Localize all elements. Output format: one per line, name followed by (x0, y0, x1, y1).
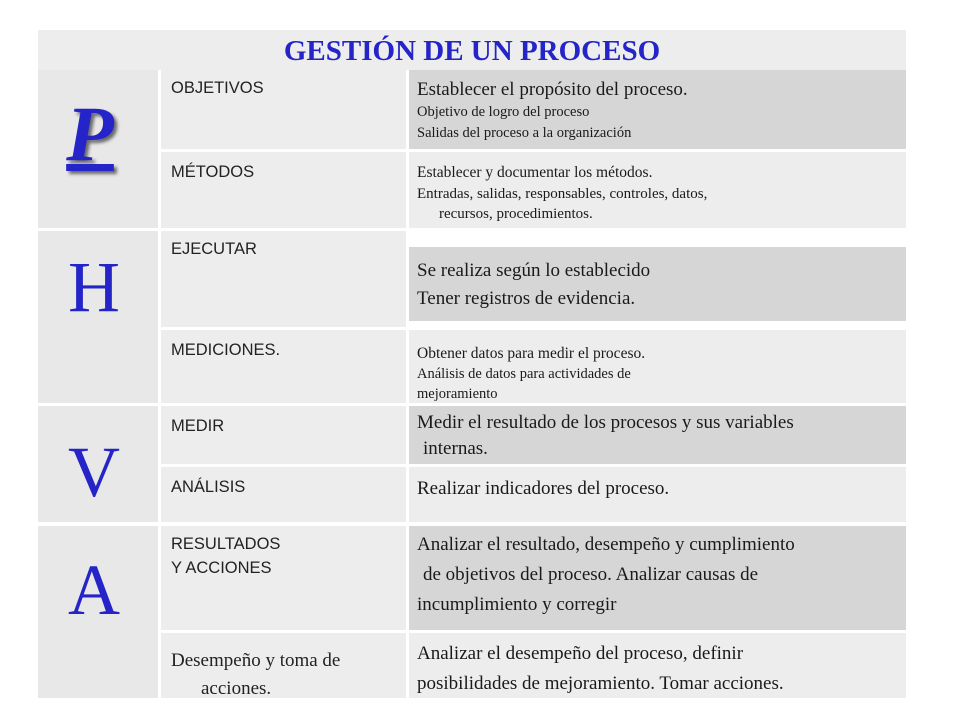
page-title: GESTIÓN DE UN PROCESO (283, 35, 661, 67)
label-mediciones-cell (161, 330, 406, 403)
label-resultados-line-1: RESULTADOS (171, 535, 281, 553)
desc-mediciones-cell (409, 330, 906, 403)
desc-metodos-cell (409, 152, 906, 228)
label-metodos-cell (161, 152, 406, 228)
label-desempeno-line-1: Desempeño y toma de (171, 650, 341, 671)
phase-p-letter: P (66, 90, 114, 177)
desc-objetivos-line-3: Salidas del proceso a la organización (417, 125, 632, 141)
desc-mediciones-line-3: mejoramiento (417, 386, 498, 402)
desc-ejecutar (409, 247, 906, 313)
desc-metodos-line-2: Entradas, salidas, responsables, controles, datos, (417, 186, 708, 202)
label-medir: MEDIR (171, 417, 225, 435)
label-mediciones: MEDICIONES. (171, 341, 281, 359)
desc-analisis-line-1: Realizar indicadores del proceso. (417, 478, 670, 499)
desc-ejecutar-line-2: Tener registros de evidencia. (417, 288, 636, 309)
desc-ejecutar-cell (409, 247, 906, 321)
phase-v-cell (38, 406, 158, 522)
label-ejecutar-cell (161, 231, 406, 327)
desc-desempeno-line-1: Analizar el desempeño del proceso, definir (417, 643, 744, 664)
label-desempeno-cell (161, 633, 406, 698)
label-metodos: MÉTODOS (171, 163, 255, 181)
label-analisis-cell (161, 467, 406, 522)
desc-metodos (409, 152, 906, 224)
desc-metodos-line-1: Establecer y documentar los métodos. (417, 164, 653, 181)
desc-mediciones (409, 330, 906, 403)
desc-desempeno-cell (409, 633, 906, 698)
desc-ejecutar-line-1: Se realiza según lo establecido (417, 260, 651, 281)
label-medir-cell (161, 406, 406, 464)
desc-analisis (409, 467, 906, 503)
desc-medir-cell (409, 406, 906, 464)
label-resultados-line-2: Y ACCIONES (171, 559, 272, 577)
label-objetivos: OBJETIVOS (171, 79, 264, 97)
label-objetivos-cell (161, 70, 406, 149)
desc-resultados-line-3: incumplimiento y corregir (417, 594, 617, 615)
desc-medir (409, 406, 906, 462)
label-analisis: ANÁLISIS (171, 478, 246, 496)
phase-v-letter: V (68, 432, 120, 512)
desc-objetivos-line-2: Objetivo de logro del proceso (417, 104, 590, 120)
phase-p-cell (38, 70, 158, 228)
desc-resultados (409, 526, 906, 620)
desc-objetivos (409, 70, 906, 144)
desc-mediciones-line-1: Obtener datos para medir el proceso. (417, 345, 646, 362)
label-resultados (161, 526, 406, 580)
desc-mediciones-line-2: Análisis de datos para actividades de (417, 366, 631, 382)
desc-resultados-cell (409, 526, 906, 630)
desc-metodos-line-3: recursos, procedimientos. (439, 206, 593, 222)
desc-resultados-line-2: de objetivos del proceso. Analizar causas de (423, 564, 759, 585)
label-desempeno (161, 633, 406, 698)
desc-objetivos-cell (409, 70, 906, 149)
phase-h-cell (38, 231, 158, 403)
label-ejecutar: EJECUTAR (171, 240, 257, 258)
desc-analisis-cell (409, 467, 906, 522)
desc-medir-line-1: Medir el resultado de los procesos y sus variables (417, 412, 794, 433)
desc-desempeno (409, 633, 906, 698)
phase-h-letter: H (68, 247, 120, 327)
desc-objetivos-line-1: Establecer el propósito del proceso. (417, 79, 688, 100)
desc-medir-line-2: internas. (423, 438, 488, 459)
label-desempeno-line-2: acciones. (201, 678, 272, 698)
phase-a-letter: A (68, 550, 120, 630)
label-resultados-cell (161, 526, 406, 630)
phase-a-cell (38, 526, 158, 698)
desc-desempeno-line-2: posibilidades de mejoramiento. Tomar acciones. (417, 673, 784, 694)
desc-resultados-line-1: Analizar el resultado, desempeño y cumplimiento (417, 534, 795, 555)
